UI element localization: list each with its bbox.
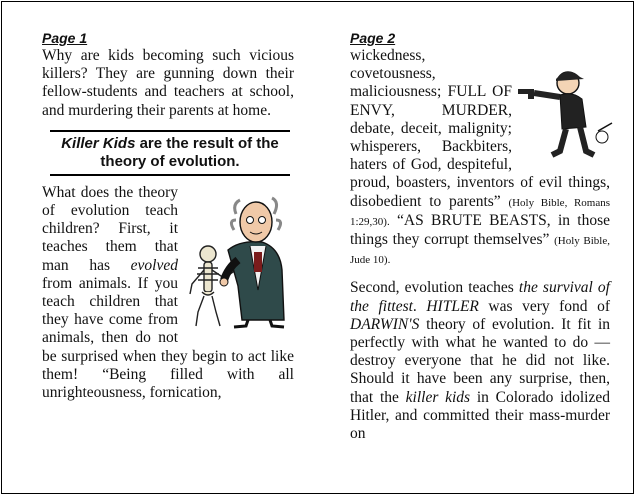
page-1-paragraph-2: What does the theory of evolution teach children? First, it teaches them that man has evolved from animals. If you teach children that they have come from animals, then do not be surprised when they begin to act like them! “Being filled with all unrighteousness, fornication, — [42, 183, 294, 402]
gunman-illustration — [516, 61, 616, 161]
headline-emphasis: Killer Kids — [61, 134, 136, 152]
page-1-column — [42, 30, 294, 402]
scientist-skeleton-illustration — [184, 190, 296, 330]
page-2-paragraph-2: Second, evolution teaches the survival of the fittest. HITLER was very fond of DARWIN'S theory of evolution. It fit in perfectly with what he wanted to do — destroy everyone that he did not like. Should it have been any surprise, then, that the killer kids in Colorado idolized Hitler, and committed their mass-murder on — [350, 279, 610, 443]
page-2-paragraph-1: wickedness, covetousness, maliciousness; FULL OF ENVY, MURDER, debate, deceit, malignity; whisperers, Backbiters, haters of God, despiteful, proud, boasters, inventors of evil things, disobedient to parents” (Holy Bible, Romans 1:29,30). “AS BRUTE BEASTS, in those things they corrupt themselves” (Holy Bible, Jude 10). — [350, 47, 610, 269]
romans-reference: (Holy Bible, Romans 1:29,30). — [350, 196, 611, 228]
scientist-with-skeleton-icon — [184, 190, 296, 330]
jude-reference: (Holy Bible, Jude 10). — [350, 235, 611, 267]
page-2-column — [350, 30, 610, 443]
headline-text: are the result of the theory of evolution. — [100, 134, 279, 170]
page-1-intro: Why are kids becoming such vicious killers? They are gunning down their fellow-students and teachers at school, and murdering their parents at home. — [42, 47, 294, 119]
page-1-label: Page 1 — [42, 30, 88, 46]
gunman-icon — [516, 61, 616, 161]
page-2-label: Page 2 — [350, 30, 396, 46]
tract-page-frame — [1, 1, 634, 494]
killer-kids-headline — [50, 130, 290, 176]
